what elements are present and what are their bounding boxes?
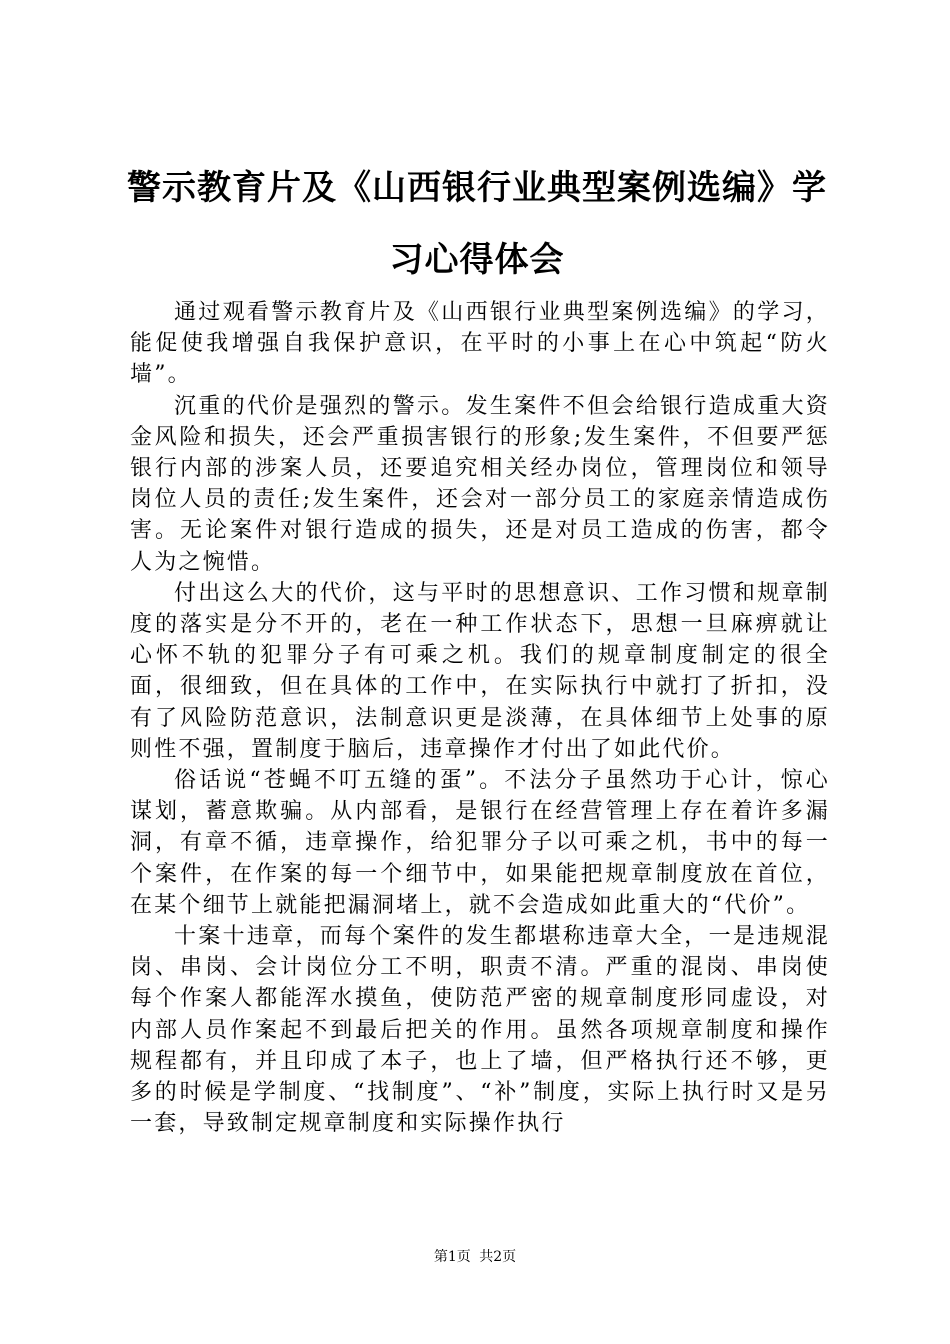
paragraph: 十案十违章，而每个案件的发生都堪称违章大全，一是违规混岗、串岗、会计岗位分工不明，职责不清。严重的混岗、串岗使每个作案人都能浑水摸鱼，使防范严密的规章制度形同虚设，对内部人员作案起不到最后把关的作用。虽然各项规章制度和操作规程都有，并且印成了本子，也上了墙，但严格执行还不够，更多的时候是学制度、“找制度”、“补”制度，实际上执行时又是另一套，导致制定规章制度和实际操作执行 [130,924,830,1137]
page-number: 第1页 [433,1249,471,1265]
paragraph: 沉重的代价是强烈的警示。发生案件不但会给银行造成重大资金风险和损失，还会严重损害银行的形象;发生案件，不但要严惩银行内部的涉案人员，还要追究相关经办岗位，管理岗位和领导岗位人员的责任;发生案件，还会对一部分员工的家庭亲情造成伤害。无论案件对银行造成的损失，还是对员工造成的伤害，都令人为之惋惜。 [130,393,830,575]
document-body [130,297,830,1139]
document-title: 警示教育片及《山西银行业典型案例选编》学习心得体会 [127,168,827,280]
paragraph: 俗话说“苍蝇不叮五缝的蛋”。不法分子虽然功于心计，惊心谋划，蓄意欺骗。从内部看，是银行在经营管理上存在着许多漏洞，有章不循，违章操作，给犯罪分子以可乘之机，书中的每一个案件，在作案的每一个细节中，如果能把规章制度放在首位，在某个细节上就能把漏洞堵上，就不会造成如此重大的“代价”。 [130,768,830,918]
paragraph: 付出这么大的代价，这与平时的思想意识、工作习惯和规章制度的落实是分不开的，老在一种工作状态下，思想一旦麻痹就让心怀不轨的犯罪分子有可乘之机。我们的规章制度制定的很全面，很细致，但在具体的工作中，在实际执行中就打了折扣，没有了风险防范意识，法制意识更是淡薄，在具体细节上处事的原则性不强，置制度于脑后，违章操作才付出了如此代价。 [130,580,830,762]
paragraph: 通过观看警示教育片及《山西银行业典型案例选编》的学习，能促使我增强自我保护意识，在平时的小事上在心中筑起“防火墙”。 [130,300,830,388]
page-footer [0,1248,950,1266]
page-total: 共2页 [479,1249,517,1265]
